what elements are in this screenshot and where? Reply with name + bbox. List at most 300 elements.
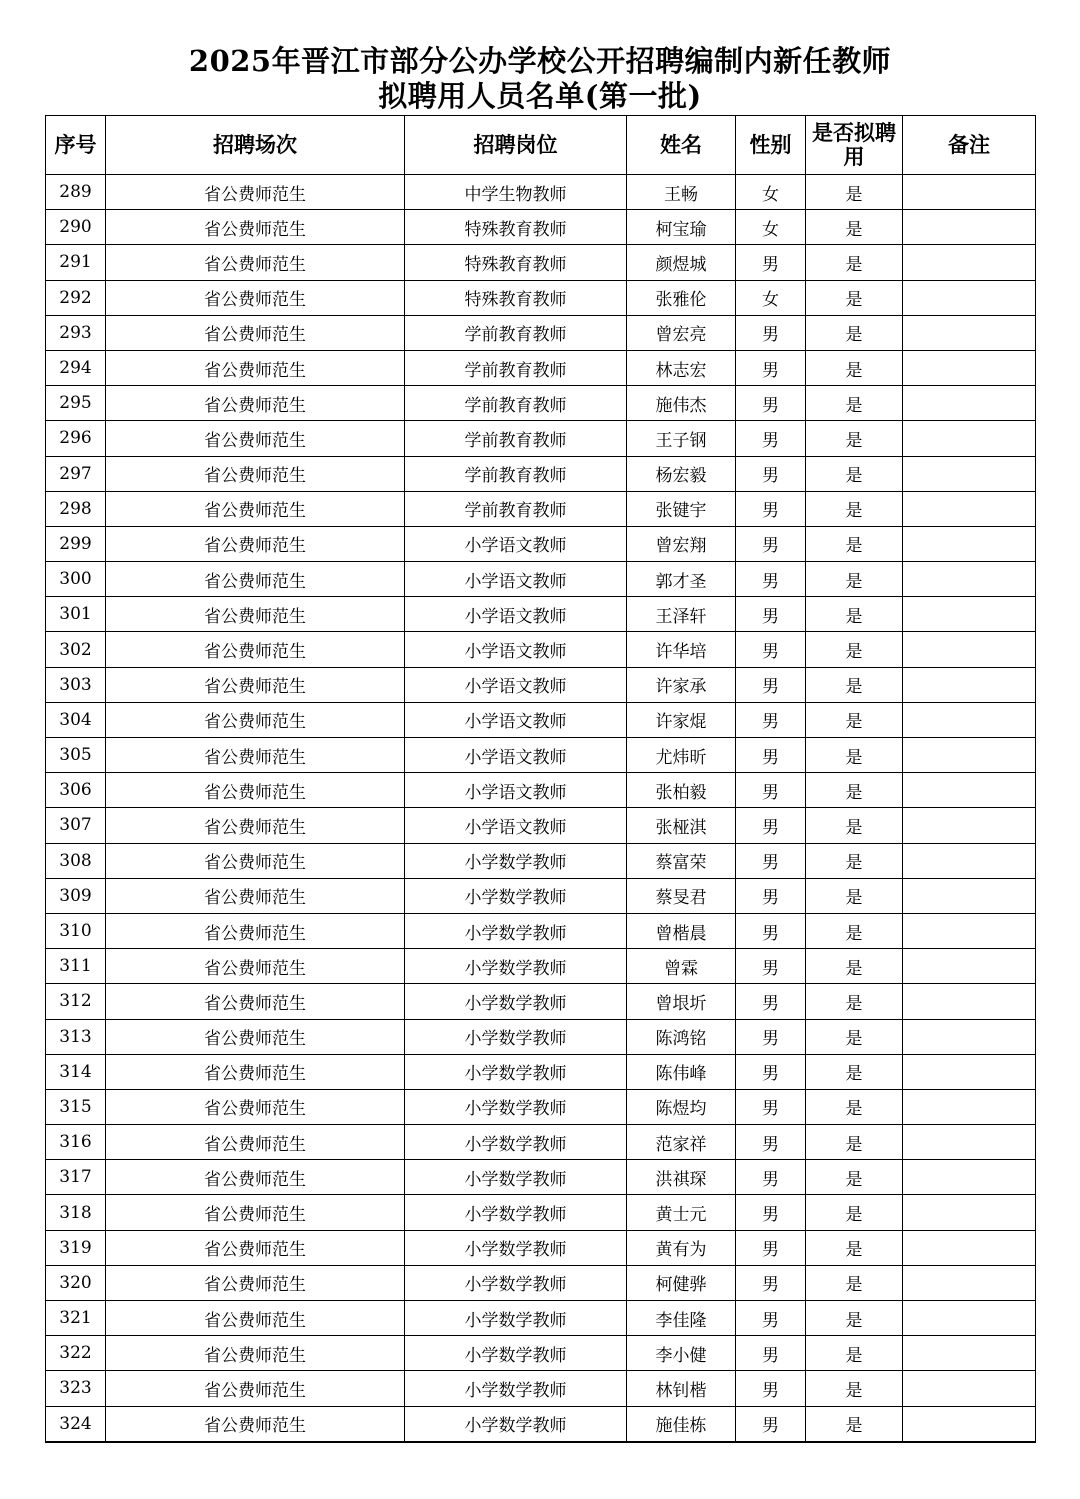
table-row: [46, 913, 1036, 948]
cell-remarks: [903, 1160, 1036, 1195]
cell-position: 学前教育教师: [405, 386, 627, 421]
cell-remarks: [903, 526, 1036, 561]
cell-position: 小学数学教师: [405, 1265, 627, 1300]
cell-serial-number: 305: [46, 738, 106, 773]
cell-position: 小学语文教师: [405, 632, 627, 667]
cell-proposed-hire: 是: [806, 175, 903, 210]
cell-gender: 男: [736, 1230, 806, 1265]
cell-gender: 男: [736, 1054, 806, 1089]
cell-proposed-hire: 是: [806, 773, 903, 808]
table-row: [46, 491, 1036, 526]
table-row: [46, 386, 1036, 421]
cell-gender: 男: [736, 456, 806, 491]
cell-proposed-hire: 是: [806, 1089, 903, 1124]
cell-serial-number: 323: [46, 1371, 106, 1406]
cell-name: 黄有为: [627, 1230, 736, 1265]
cell-recruitment-session: 省公费师范生: [106, 1336, 405, 1371]
header-proposed-hire: 是否拟聘用: [806, 116, 903, 175]
cell-gender: 男: [736, 667, 806, 702]
cell-proposed-hire: 是: [806, 280, 903, 315]
cell-proposed-hire: 是: [806, 738, 903, 773]
cell-position: 小学语文教师: [405, 702, 627, 737]
table-row: [46, 1371, 1036, 1406]
cell-proposed-hire: 是: [806, 667, 903, 702]
cell-gender: 男: [736, 808, 806, 843]
cell-position: 小学语文教师: [405, 597, 627, 632]
cell-name: 尤炜昕: [627, 738, 736, 773]
cell-proposed-hire: 是: [806, 1160, 903, 1195]
cell-proposed-hire: 是: [806, 210, 903, 245]
cell-position: 小学数学教师: [405, 1125, 627, 1160]
cell-remarks: [903, 597, 1036, 632]
cell-position: 小学数学教师: [405, 984, 627, 1019]
cell-gender: 男: [736, 1125, 806, 1160]
cell-position: 小学数学教师: [405, 878, 627, 913]
cell-remarks: [903, 1301, 1036, 1336]
cell-name: 杨宏毅: [627, 456, 736, 491]
cell-proposed-hire: 是: [806, 1125, 903, 1160]
cell-gender: 男: [736, 949, 806, 984]
cell-serial-number: 320: [46, 1265, 106, 1300]
cell-recruitment-session: 省公费师范生: [106, 1371, 405, 1406]
table-row: [46, 1089, 1036, 1124]
cell-proposed-hire: 是: [806, 456, 903, 491]
cell-position: 学前教育教师: [405, 421, 627, 456]
cell-proposed-hire: 是: [806, 1371, 903, 1406]
cell-name: 陈鸿铭: [627, 1019, 736, 1054]
table-row: [46, 1054, 1036, 1089]
cell-proposed-hire: 是: [806, 1406, 903, 1442]
cell-gender: 男: [736, 526, 806, 561]
cell-position: 小学数学教师: [405, 1406, 627, 1442]
cell-name: 王子钢: [627, 421, 736, 456]
cell-proposed-hire: 是: [806, 1265, 903, 1300]
table-row: [46, 1160, 1036, 1195]
cell-position: 小学语文教师: [405, 773, 627, 808]
table-row: [46, 738, 1036, 773]
cell-name: 洪祺琛: [627, 1160, 736, 1195]
cell-recruitment-session: 省公费师范生: [106, 491, 405, 526]
cell-position: 小学数学教师: [405, 1371, 627, 1406]
cell-proposed-hire: 是: [806, 245, 903, 280]
cell-name: 王泽轩: [627, 597, 736, 632]
cell-proposed-hire: 是: [806, 1195, 903, 1230]
cell-recruitment-session: 省公费师范生: [106, 1019, 405, 1054]
cell-name: 颜煜城: [627, 245, 736, 280]
cell-proposed-hire: 是: [806, 1336, 903, 1371]
cell-serial-number: 319: [46, 1230, 106, 1265]
table-row: [46, 350, 1036, 385]
cell-gender: 男: [736, 491, 806, 526]
table-row: [46, 526, 1036, 561]
cell-recruitment-session: 省公费师范生: [106, 245, 405, 280]
cell-name: 柯宝瑜: [627, 210, 736, 245]
table-body: [46, 175, 1036, 1442]
cell-serial-number: 308: [46, 843, 106, 878]
cell-position: 小学数学教师: [405, 1160, 627, 1195]
cell-name: 曾楷晨: [627, 913, 736, 948]
cell-gender: 男: [736, 1336, 806, 1371]
cell-gender: 男: [736, 245, 806, 280]
cell-name: 张桠淇: [627, 808, 736, 843]
table-row: [46, 949, 1036, 984]
cell-serial-number: 300: [46, 562, 106, 597]
header-serial-number: 序号: [46, 116, 106, 175]
table-row: [46, 1019, 1036, 1054]
cell-position: 特殊教育教师: [405, 280, 627, 315]
cell-serial-number: 322: [46, 1336, 106, 1371]
header-remarks: 备注: [903, 116, 1036, 175]
table-header-row: [46, 116, 1036, 175]
cell-gender: 男: [736, 738, 806, 773]
cell-recruitment-session: 省公费师范生: [106, 421, 405, 456]
cell-serial-number: 289: [46, 175, 106, 210]
cell-remarks: [903, 1195, 1036, 1230]
cell-position: 小学数学教师: [405, 913, 627, 948]
cell-recruitment-session: 省公费师范生: [106, 667, 405, 702]
cell-name: 林志宏: [627, 350, 736, 385]
table-row: [46, 1301, 1036, 1336]
cell-recruitment-session: 省公费师范生: [106, 984, 405, 1019]
cell-remarks: [903, 1336, 1036, 1371]
cell-serial-number: 311: [46, 949, 106, 984]
cell-remarks: [903, 1406, 1036, 1442]
cell-recruitment-session: 省公费师范生: [106, 773, 405, 808]
cell-position: 特殊教育教师: [405, 245, 627, 280]
cell-position: 小学语文教师: [405, 738, 627, 773]
cell-name: 许家焜: [627, 702, 736, 737]
cell-remarks: [903, 456, 1036, 491]
cell-gender: 男: [736, 421, 806, 456]
cell-gender: 男: [736, 1160, 806, 1195]
cell-gender: 男: [736, 913, 806, 948]
cell-name: 曾宏亮: [627, 315, 736, 350]
cell-remarks: [903, 210, 1036, 245]
cell-remarks: [903, 1054, 1036, 1089]
cell-recruitment-session: 省公费师范生: [106, 210, 405, 245]
cell-position: 小学数学教师: [405, 949, 627, 984]
cell-serial-number: 297: [46, 456, 106, 491]
cell-name: 黄士元: [627, 1195, 736, 1230]
cell-remarks: [903, 878, 1036, 913]
cell-name: 施伟杰: [627, 386, 736, 421]
cell-remarks: [903, 1125, 1036, 1160]
table-row: [46, 210, 1036, 245]
cell-position: 学前教育教师: [405, 315, 627, 350]
cell-proposed-hire: 是: [806, 1019, 903, 1054]
cell-recruitment-session: 省公费师范生: [106, 632, 405, 667]
cell-name: 张柏毅: [627, 773, 736, 808]
cell-gender: 男: [736, 843, 806, 878]
cell-position: 小学数学教师: [405, 1195, 627, 1230]
cell-proposed-hire: 是: [806, 386, 903, 421]
cell-proposed-hire: 是: [806, 1054, 903, 1089]
table-row: [46, 1125, 1036, 1160]
cell-remarks: [903, 491, 1036, 526]
cell-name: 王畅: [627, 175, 736, 210]
table-row: [46, 773, 1036, 808]
cell-recruitment-session: 省公费师范生: [106, 456, 405, 491]
cell-proposed-hire: 是: [806, 597, 903, 632]
cell-proposed-hire: 是: [806, 491, 903, 526]
cell-name: 蔡富荣: [627, 843, 736, 878]
cell-gender: 男: [736, 562, 806, 597]
cell-serial-number: 296: [46, 421, 106, 456]
cell-position: 小学语文教师: [405, 667, 627, 702]
cell-remarks: [903, 280, 1036, 315]
cell-remarks: [903, 632, 1036, 667]
cell-remarks: [903, 738, 1036, 773]
cell-recruitment-session: 省公费师范生: [106, 1195, 405, 1230]
cell-name: 张雅伦: [627, 280, 736, 315]
table-row: [46, 315, 1036, 350]
cell-gender: 男: [736, 773, 806, 808]
cell-gender: 男: [736, 315, 806, 350]
candidate-table: [45, 115, 1036, 1443]
cell-gender: 男: [736, 1406, 806, 1442]
cell-serial-number: 316: [46, 1125, 106, 1160]
cell-recruitment-session: 省公费师范生: [106, 878, 405, 913]
cell-name: 曾霖: [627, 949, 736, 984]
table-row: [46, 1195, 1036, 1230]
cell-proposed-hire: 是: [806, 984, 903, 1019]
cell-name: 李佳隆: [627, 1301, 736, 1336]
cell-name: 施佳栋: [627, 1406, 736, 1442]
cell-name: 许华培: [627, 632, 736, 667]
cell-serial-number: 313: [46, 1019, 106, 1054]
cell-serial-number: 321: [46, 1301, 106, 1336]
cell-serial-number: 315: [46, 1089, 106, 1124]
cell-serial-number: 299: [46, 526, 106, 561]
cell-position: 特殊教育教师: [405, 210, 627, 245]
cell-position: 小学数学教师: [405, 1054, 627, 1089]
table-row: [46, 632, 1036, 667]
cell-recruitment-session: 省公费师范生: [106, 350, 405, 385]
header-recruitment-session: 招聘场次: [106, 116, 405, 175]
cell-recruitment-session: 省公费师范生: [106, 1301, 405, 1336]
table-row: [46, 456, 1036, 491]
cell-serial-number: 309: [46, 878, 106, 913]
cell-remarks: [903, 949, 1036, 984]
cell-remarks: [903, 1265, 1036, 1300]
cell-position: 小学数学教师: [405, 1301, 627, 1336]
cell-serial-number: 306: [46, 773, 106, 808]
cell-recruitment-session: 省公费师范生: [106, 280, 405, 315]
table-row: [46, 280, 1036, 315]
cell-remarks: [903, 1371, 1036, 1406]
cell-recruitment-session: 省公费师范生: [106, 597, 405, 632]
cell-serial-number: 295: [46, 386, 106, 421]
cell-proposed-hire: 是: [806, 526, 903, 561]
cell-name: 郭才圣: [627, 562, 736, 597]
cell-gender: 男: [736, 1301, 806, 1336]
table-row: [46, 843, 1036, 878]
table-row: [46, 878, 1036, 913]
cell-position: 小学语文教师: [405, 562, 627, 597]
cell-name: 许家承: [627, 667, 736, 702]
cell-name: 曾垠圻: [627, 984, 736, 1019]
cell-gender: 男: [736, 386, 806, 421]
cell-proposed-hire: 是: [806, 562, 903, 597]
cell-gender: 男: [736, 1371, 806, 1406]
table-row: [46, 421, 1036, 456]
table-row: [46, 245, 1036, 280]
document-title-line-1: 2025年晋江市部分公办学校公开招聘编制内新任教师: [188, 44, 892, 78]
cell-recruitment-session: 省公费师范生: [106, 808, 405, 843]
table-row: [46, 702, 1036, 737]
cell-serial-number: 314: [46, 1054, 106, 1089]
table-row: [46, 1336, 1036, 1371]
cell-remarks: [903, 421, 1036, 456]
cell-recruitment-session: 省公费师范生: [106, 1089, 405, 1124]
table-row: [46, 1230, 1036, 1265]
cell-serial-number: 310: [46, 913, 106, 948]
cell-recruitment-session: 省公费师范生: [106, 1054, 405, 1089]
cell-recruitment-session: 省公费师范生: [106, 843, 405, 878]
cell-gender: 女: [736, 175, 806, 210]
table-row: [46, 597, 1036, 632]
cell-position: 小学数学教师: [405, 1230, 627, 1265]
cell-remarks: [903, 667, 1036, 702]
cell-remarks: [903, 1089, 1036, 1124]
table-row: [46, 562, 1036, 597]
cell-recruitment-session: 省公费师范生: [106, 386, 405, 421]
cell-recruitment-session: 省公费师范生: [106, 1265, 405, 1300]
cell-proposed-hire: 是: [806, 702, 903, 737]
cell-proposed-hire: 是: [806, 421, 903, 456]
cell-serial-number: 291: [46, 245, 106, 280]
cell-remarks: [903, 350, 1036, 385]
header-name: 姓名: [627, 116, 736, 175]
cell-gender: 男: [736, 702, 806, 737]
cell-serial-number: 312: [46, 984, 106, 1019]
table-row: [46, 667, 1036, 702]
cell-gender: 女: [736, 280, 806, 315]
cell-serial-number: 317: [46, 1160, 106, 1195]
cell-remarks: [903, 562, 1036, 597]
document-title-line-2: 拟聘用人员名单(第一批): [378, 79, 702, 113]
cell-gender: 女: [736, 210, 806, 245]
cell-proposed-hire: 是: [806, 878, 903, 913]
cell-proposed-hire: 是: [806, 843, 903, 878]
cell-recruitment-session: 省公费师范生: [106, 1125, 405, 1160]
cell-serial-number: 292: [46, 280, 106, 315]
cell-name: 张键宇: [627, 491, 736, 526]
table-row: [46, 984, 1036, 1019]
cell-gender: 男: [736, 1265, 806, 1300]
cell-recruitment-session: 省公费师范生: [106, 1406, 405, 1442]
cell-remarks: [903, 913, 1036, 948]
cell-recruitment-session: 省公费师范生: [106, 315, 405, 350]
table-row: [46, 808, 1036, 843]
cell-proposed-hire: 是: [806, 808, 903, 843]
cell-remarks: [903, 702, 1036, 737]
cell-proposed-hire: 是: [806, 315, 903, 350]
cell-gender: 男: [736, 878, 806, 913]
cell-recruitment-session: 省公费师范生: [106, 913, 405, 948]
cell-gender: 男: [736, 632, 806, 667]
cell-recruitment-session: 省公费师范生: [106, 949, 405, 984]
cell-gender: 男: [736, 984, 806, 1019]
cell-remarks: [903, 843, 1036, 878]
cell-position: 小学数学教师: [405, 1019, 627, 1054]
cell-proposed-hire: 是: [806, 949, 903, 984]
cell-recruitment-session: 省公费师范生: [106, 175, 405, 210]
cell-position: 小学语文教师: [405, 808, 627, 843]
cell-position: 学前教育教师: [405, 491, 627, 526]
cell-position: 小学语文教师: [405, 526, 627, 561]
cell-gender: 男: [736, 1195, 806, 1230]
cell-name: 曾宏翔: [627, 526, 736, 561]
table-row: [46, 1265, 1036, 1300]
cell-remarks: [903, 315, 1036, 350]
cell-serial-number: 294: [46, 350, 106, 385]
cell-recruitment-session: 省公费师范生: [106, 738, 405, 773]
cell-name: 陈伟峰: [627, 1054, 736, 1089]
cell-gender: 男: [736, 1019, 806, 1054]
cell-remarks: [903, 1230, 1036, 1265]
cell-name: 蔡旻君: [627, 878, 736, 913]
cell-remarks: [903, 386, 1036, 421]
cell-name: 林钊楷: [627, 1371, 736, 1406]
cell-recruitment-session: 省公费师范生: [106, 1160, 405, 1195]
cell-position: 小学数学教师: [405, 1089, 627, 1124]
cell-serial-number: 324: [46, 1406, 106, 1442]
cell-position: 小学数学教师: [405, 843, 627, 878]
cell-remarks: [903, 984, 1036, 1019]
cell-gender: 男: [736, 1089, 806, 1124]
cell-serial-number: 302: [46, 632, 106, 667]
header-gender: 性别: [736, 116, 806, 175]
cell-proposed-hire: 是: [806, 350, 903, 385]
cell-serial-number: 290: [46, 210, 106, 245]
cell-serial-number: 301: [46, 597, 106, 632]
cell-remarks: [903, 773, 1036, 808]
table-row: [46, 175, 1036, 210]
cell-name: 李小健: [627, 1336, 736, 1371]
cell-proposed-hire: 是: [806, 1301, 903, 1336]
cell-name: 陈煜均: [627, 1089, 736, 1124]
cell-remarks: [903, 808, 1036, 843]
cell-serial-number: 318: [46, 1195, 106, 1230]
cell-remarks: [903, 175, 1036, 210]
cell-gender: 男: [736, 597, 806, 632]
cell-remarks: [903, 1019, 1036, 1054]
table-row: [46, 1406, 1036, 1442]
cell-serial-number: 304: [46, 702, 106, 737]
cell-recruitment-session: 省公费师范生: [106, 526, 405, 561]
cell-name: 范家祥: [627, 1125, 736, 1160]
header-position: 招聘岗位: [405, 116, 627, 175]
cell-position: 中学生物教师: [405, 175, 627, 210]
cell-proposed-hire: 是: [806, 1230, 903, 1265]
cell-serial-number: 307: [46, 808, 106, 843]
cell-recruitment-session: 省公费师范生: [106, 702, 405, 737]
cell-proposed-hire: 是: [806, 632, 903, 667]
cell-serial-number: 303: [46, 667, 106, 702]
cell-recruitment-session: 省公费师范生: [106, 1230, 405, 1265]
cell-remarks: [903, 245, 1036, 280]
cell-serial-number: 298: [46, 491, 106, 526]
cell-serial-number: 293: [46, 315, 106, 350]
cell-recruitment-session: 省公费师范生: [106, 562, 405, 597]
cell-position: 小学数学教师: [405, 1336, 627, 1371]
cell-proposed-hire: 是: [806, 913, 903, 948]
cell-position: 学前教育教师: [405, 350, 627, 385]
cell-gender: 男: [736, 350, 806, 385]
cell-position: 学前教育教师: [405, 456, 627, 491]
cell-name: 柯健骅: [627, 1265, 736, 1300]
